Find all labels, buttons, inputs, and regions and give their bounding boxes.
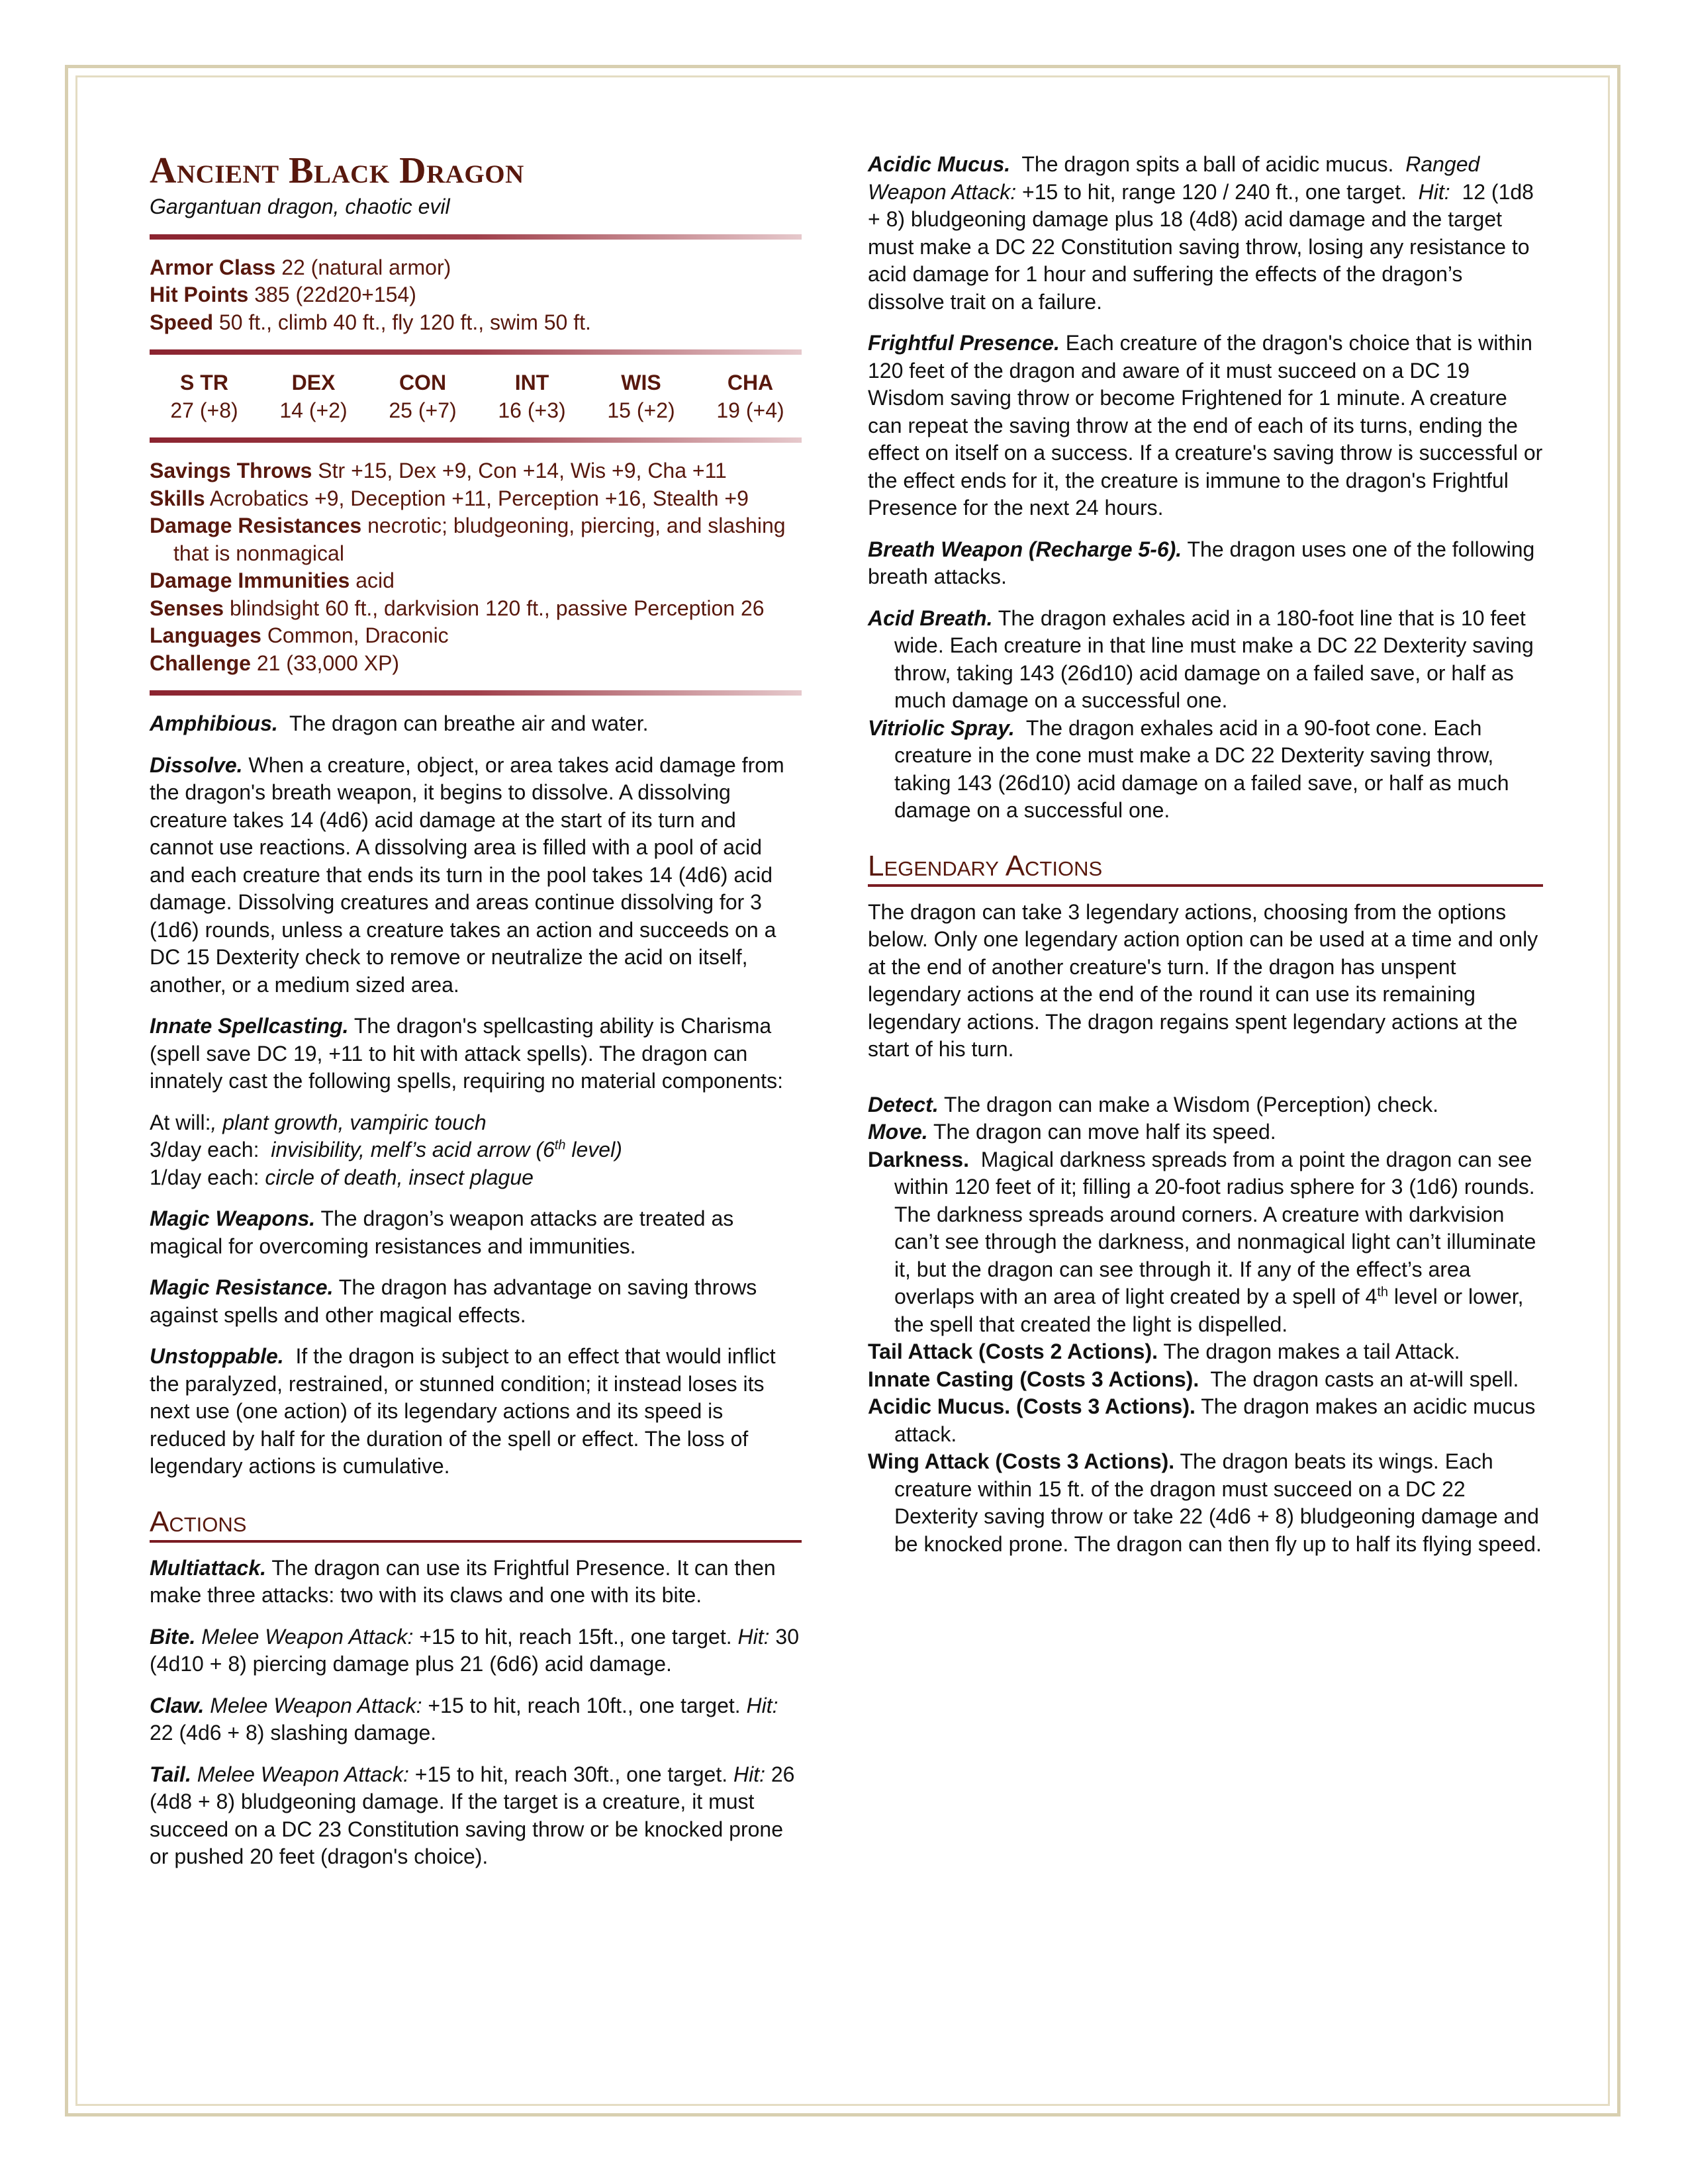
legendary-move: Move. The dragon can move half its speed.: [868, 1120, 1276, 1144]
legendary-innate-casting: Innate Casting (Costs 3 Actions). The dragon casts an at-will spell.: [868, 1367, 1519, 1391]
legendary-detect: Detect. The dragon can make a Wisdom (Perception) check.: [868, 1092, 1439, 1116]
action-bite: Bite. Melee Weapon Attack: +15 to hit, reach 15ft., one target. Hit: 30 (4d10 + 8) piercing damage plus 21 (6d6) acid damage.: [150, 1624, 799, 1676]
breath-vitriolic-spray: Vitriolic Spray. The dragon exhales acid in a 90-foot cone. Each creature in the cone must make a DC 22 Dexterity saving throw, taking 143 (26d10) acid damage on a failed save, or half as much damage on a successful one.: [868, 715, 1509, 822]
languages: Languages Common, Draconic: [150, 623, 449, 647]
legendary-actions-heading: Legendary Actions: [868, 850, 1543, 887]
trait-magic-weapons: Magic Weapons. The dragon’s weapon attacks are treated as magical for overcoming resistances and immunities.: [150, 1206, 734, 1258]
divider-rule: [150, 690, 802, 696]
ability-int: INT 16 (+3): [498, 371, 566, 422]
breath-acid: Acid Breath. The dragon exhales acid in a 180-foot line that is 10 feet wide. Each creature in that line must make a DC 22 Dexterity saving throw, taking 143 (26d10) acid damage on a failed save, or half as much damage on a successful one.: [868, 606, 1534, 712]
skills: Skills Acrobatics +9, Deception +11, Perception +16, Stealth +9: [150, 486, 749, 510]
senses: Senses blindsight 60 ft., darkvision 120 ft., passive Perception 26: [150, 596, 765, 620]
left-column: [150, 151, 802, 1885]
trait-magic-resistance: Magic Resistance. The dragon has advantage on saving throws against spells and other magical effects.: [150, 1275, 757, 1327]
armor-class: Armor Class 22 (natural armor): [150, 255, 451, 279]
trait-amphibious: Amphibious. The dragon can breathe air and water.: [150, 711, 649, 735]
action-breath-weapon: Breath Weapon (Recharge 5-6). The dragon uses one of the following breath attacks.: [868, 537, 1535, 588]
damage-resistances: Damage Resistances necrotic; bludgeoning, piercing, and slashing that is nonmagical: [150, 514, 786, 565]
action-tail: Tail. Melee Weapon Attack: +15 to hit, reach 30ft., one target. Hit: 26 (4d8 + 8) bludgeoning damage. If the target is a creature, it must succeed on a DC 23 Constitution saving throw or be knocked prone or pushed 20 feet (dragon's choice).: [150, 1762, 795, 1868]
action-claw: Claw. Melee Weapon Attack: +15 to hit, reach 10ft., one target. Hit: 22 (4d6 + 8) slashing damage.: [150, 1693, 778, 1745]
legendary-tail-attack: Tail Attack (Costs 2 Actions). The dragon makes a tail Attack.: [868, 1340, 1460, 1363]
monster-type: Gargantuan dragon, chaotic evil: [150, 195, 450, 218]
divider-rule: [150, 437, 802, 443]
trait-innate-spellcasting: Innate Spellcasting. The dragon's spellcasting ability is Charisma (spell save DC 19, +11 to hit with attack spells). The dragon can innately cast the following spells, requiring no material components:: [150, 1014, 783, 1093]
divider-rule: [150, 349, 802, 355]
ability-str: S TR 27 (+8): [170, 371, 238, 422]
spell-list: [150, 1109, 802, 1192]
legendary-darkness: Darkness. Magical darkness spreads from a point the dragon can see within 120 feet of it; filling a 20-foot radius sphere for 3 (1d6) rounds. The darkness spreads around corners. A creature with darkvision can’t see through the darkness, and nonmagical light can’t illuminate it, but the dragon can see through it. If any of the effect’s area overlaps with an area of light created by a spell of 4th level or lower, the spell that created the light is dispelled.: [868, 1147, 1536, 1336]
action-frightful-presence: Frightful Presence. Each creature of the dragon's choice that is within 120 feet of the dragon and aware of it must succeed on a DC 19 Wisdom saving throw or become Frightened for 1 minute. A creature can repeat the saving throw at the end of each of its turns, ending the effect on itself on a success. If a creature's saving throw is successful or the effect ends for it, the creature is immune to the dragon's Frightful Presence for the next 24 hours.: [868, 331, 1543, 520]
action-acidic-mucus: Acidic Mucus. The dragon spits a ball of acidic mucus. Ranged Weapon Attack: +15 to hit, range 120 / 240 ft., one target. Hit: 12 (1d8 + 8) bludgeoning damage plus 18 (4d8) acid damage and the target must make a DC 22 Constitution saving throw, losing any resistance to acid damage for 1 hour and suffering the effects of the dragon’s dissolve trait on a failure.: [868, 152, 1534, 314]
right-column: [868, 151, 1543, 1558]
ability-dex: DEX 14 (+2): [279, 371, 348, 422]
legendary-wing-attack: Wing Attack (Costs 3 Actions). The dragon beats its wings. Each creature within 15 ft. of the dragon must succeed on a DC 22 Dexterity saving throw or take 22 (4d6 + 8) bludgeoning damage and be knocked prone. The dragon can then fly up to half its flying speed.: [868, 1449, 1542, 1556]
spell-at-will: At will:, plant growth, vampiric touch: [150, 1110, 487, 1134]
ability-cha: CHA 19 (+4): [716, 371, 784, 422]
ability-con: CON 25 (+7): [389, 371, 457, 422]
ability-wis: WIS 15 (+2): [607, 371, 675, 422]
action-multiattack: Multiattack. The dragon can use its Frightful Presence. It can then make three attacks: two with its claws and one with its bite.: [150, 1555, 776, 1607]
legendary-acidic-mucus: Acidic Mucus. (Costs 3 Actions). The dragon makes an acidic mucus attack.: [868, 1394, 1536, 1446]
spell-3-day: 3/day each: invisibility, melf’s acid arrow (6th level): [150, 1138, 622, 1161]
actions-heading: Actions: [150, 1506, 802, 1543]
divider-rule: [150, 234, 802, 240]
monster-name: Ancient Black Dragon: [150, 150, 524, 191]
saving-throws: Savings Throws Str +15, Dex +9, Con +14, Wis +9, Cha +11: [150, 459, 727, 482]
ability-scores: [150, 369, 802, 424]
spell-1-day: 1/day each: circle of death, insect plague: [150, 1165, 534, 1189]
trait-dissolve: Dissolve. When a creature, object, or area takes acid damage from the dragon's breath weapon, it begins to dissolve. A dissolving creature takes 14 (4d6) acid damage at the start of its turn and cannot use reactions. A dissolving area is filled with a pool of acid and each creature that ends its turn in the pool takes 14 (4d6) acid damage. Dissolving creatures and areas continue dissolving for 3 (1d6) rounds, unless a creature takes an action and succeeds on a DC 15 Dexterity check to remove or neutralize the acid on itself, another, or a medium sized area.: [150, 752, 784, 997]
hit-points: Hit Points 385 (22d20+154): [150, 283, 416, 306]
speed: Speed 50 ft., climb 40 ft., fly 120 ft., swim 50 ft.: [150, 310, 591, 334]
legendary-intro: The dragon can take 3 legendary actions, choosing from the options below. Only one legendary action option can be used at a time and only at the end of another creature's turn. If the dragon has unspent legendary actions at the end of the round it can use its remaining legendary actions. The dragon regains spent legendary actions at the start of his turn.: [868, 899, 1538, 1061]
damage-immunities: Damage Immunities acid: [150, 569, 395, 592]
challenge: Challenge 21 (33,000 XP): [150, 651, 400, 675]
trait-unstoppable: Unstoppable. If the dragon is subject to an effect that would inflict the paralyzed, restrained, or stunned condition; it instead loses its next use (one action) of its legendary actions and its speed is reduced by half for the duration of the spell or effect. The loss of legendary actions is cumulative.: [150, 1344, 776, 1478]
